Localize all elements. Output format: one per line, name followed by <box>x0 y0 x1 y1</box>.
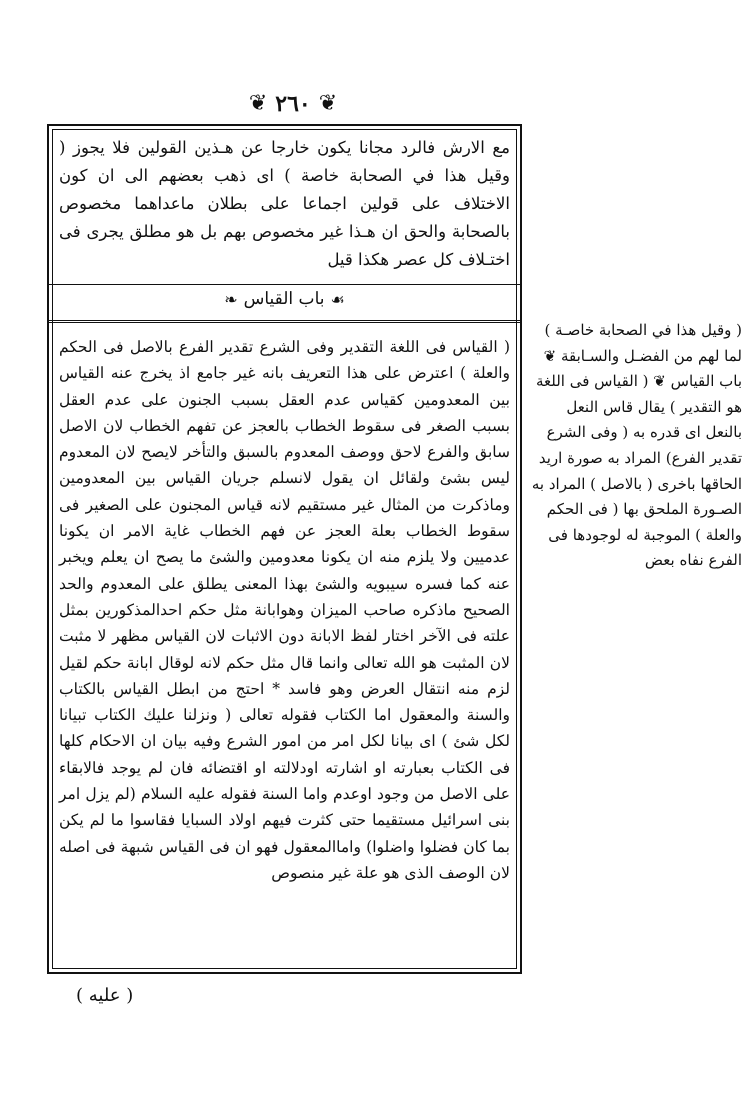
header-ornament-right-icon: ❦ <box>318 91 338 116</box>
header-ornament-left-icon: ❦ <box>248 91 268 116</box>
margin-commentary-text: ( وقيل هذا في الصحابة خاصـة ) لما لهم من الفضـل والسـابقة ❦ باب القياس ❦ ( القياس فى اللغة هو التقدير ) يقال قاس النعل بالنعل اى قدره به ( وفى الشرع تقدير الفرع) المراد به صورة اريد الحاقها باخرى ( بالاصل ) المراد به الصـورة الملحق بها ( فى الحكم والعلة ) الموجبة له لوجودها فى الفرع نفاه بعض <box>531 321 742 570</box>
chapter-heading <box>49 286 520 312</box>
chapter-ornament-left-icon: ❧ <box>224 289 238 309</box>
chapter-ornament-right-icon: ☙ <box>330 289 345 309</box>
margin-commentary <box>530 318 742 574</box>
divider-chapter <box>49 320 520 323</box>
catchword: ( عليه ) <box>76 985 134 1006</box>
page-header <box>228 90 358 118</box>
top-passage-text: مع الارش فالرد مجانا يكون خارجا عن هـذين القولين فلا يجوز ( وقيل هذا في الصحابة خاصة ) اى ذهب بعضهم الى ان كون الاختلاف على قولين اجماعا على بطلان ماعداهما مخصوص بالصحابة والحق ان هـذا غير مخصوص بهم بل هو مطلق يجرى فى اختـلاف كل عصر هكذا قيل <box>59 138 510 269</box>
top-passage <box>59 134 510 274</box>
main-passage <box>59 334 510 886</box>
divider-top <box>49 284 520 285</box>
page-number: ٢٦٠ <box>275 91 311 117</box>
main-text-frame <box>47 124 522 974</box>
main-passage-text: ( القياس فى اللغة التقدير وفى الشرع تقدير الفرع بالاصل فى الحكم والعلة ) اعترض على هذا التعريف بانه غير جامع اذ يخرج عنه القياس بين المعدومين كقياس عدم العقل بسبب الجنون على عدم العقل بسبب الصغر فى سقوط الخطاب بالعجز عن تفهم الخطاب لان الاصل سابق والفرع لاحق ووصف المعدوم بالسبق والتأخر لايصح لان المعدوم ليس بشئ ولقائل ان يقول لانسلم جريان القياس بين المعدومين وماذكرت من المثال غير مستقيم لانه قياس المجنون على الصغير فى سقوط الخطاب بعلة العجز عن فهم الخطاب غاية الامر ان يكونا عدميين ولا يلزم منه ان يكونا معدومين والشئ ما يصح ان يعلم ويخبر عنه كما فسره سيبويه والشئ بهذا المعنى يطلق على المعدوم والحد الصحيح ماذكره صاحب الميزان وهوابانة مثل حكم احدالمذكورين بمثل علته فى الآخر اختار لفظ الابانة دون الاثبات لان القياس مظهر لا مثبت لان المثبت هو الله تعالى وانما قال مثل حكم لانه لوقال ابانة حكم لقيل لزم منه انتقال العرض وهو فاسد * احتج من ابطل القياس بالكتاب والسنة والمعقول اما الكتاب فقوله تعالى ( ونزلنا عليك الكتاب تبيانا لكل شئ ) اى بيانا لكل امر من امور الشرع وفيه بيان ان الاحكام كلها فى الكتاب بعبارته او اشارته اودلالته او اقتضائه فان لم يوجد فالابقاء على الاصل من وجود اوعدم واما السنة فقوله عليه السلام (لم يزل امر بنى اسرائيل مستقيما حتى كثرت فيهم اولاد السبايا فقاسوا ما لم يكن بما كان فضلوا واضلوا) واماالمعقول فهو ان فى القياس شبهة فى اصله لان الوصف الذى هو علة غير منصوص <box>59 338 510 882</box>
chapter-title: باب القياس <box>243 289 325 309</box>
